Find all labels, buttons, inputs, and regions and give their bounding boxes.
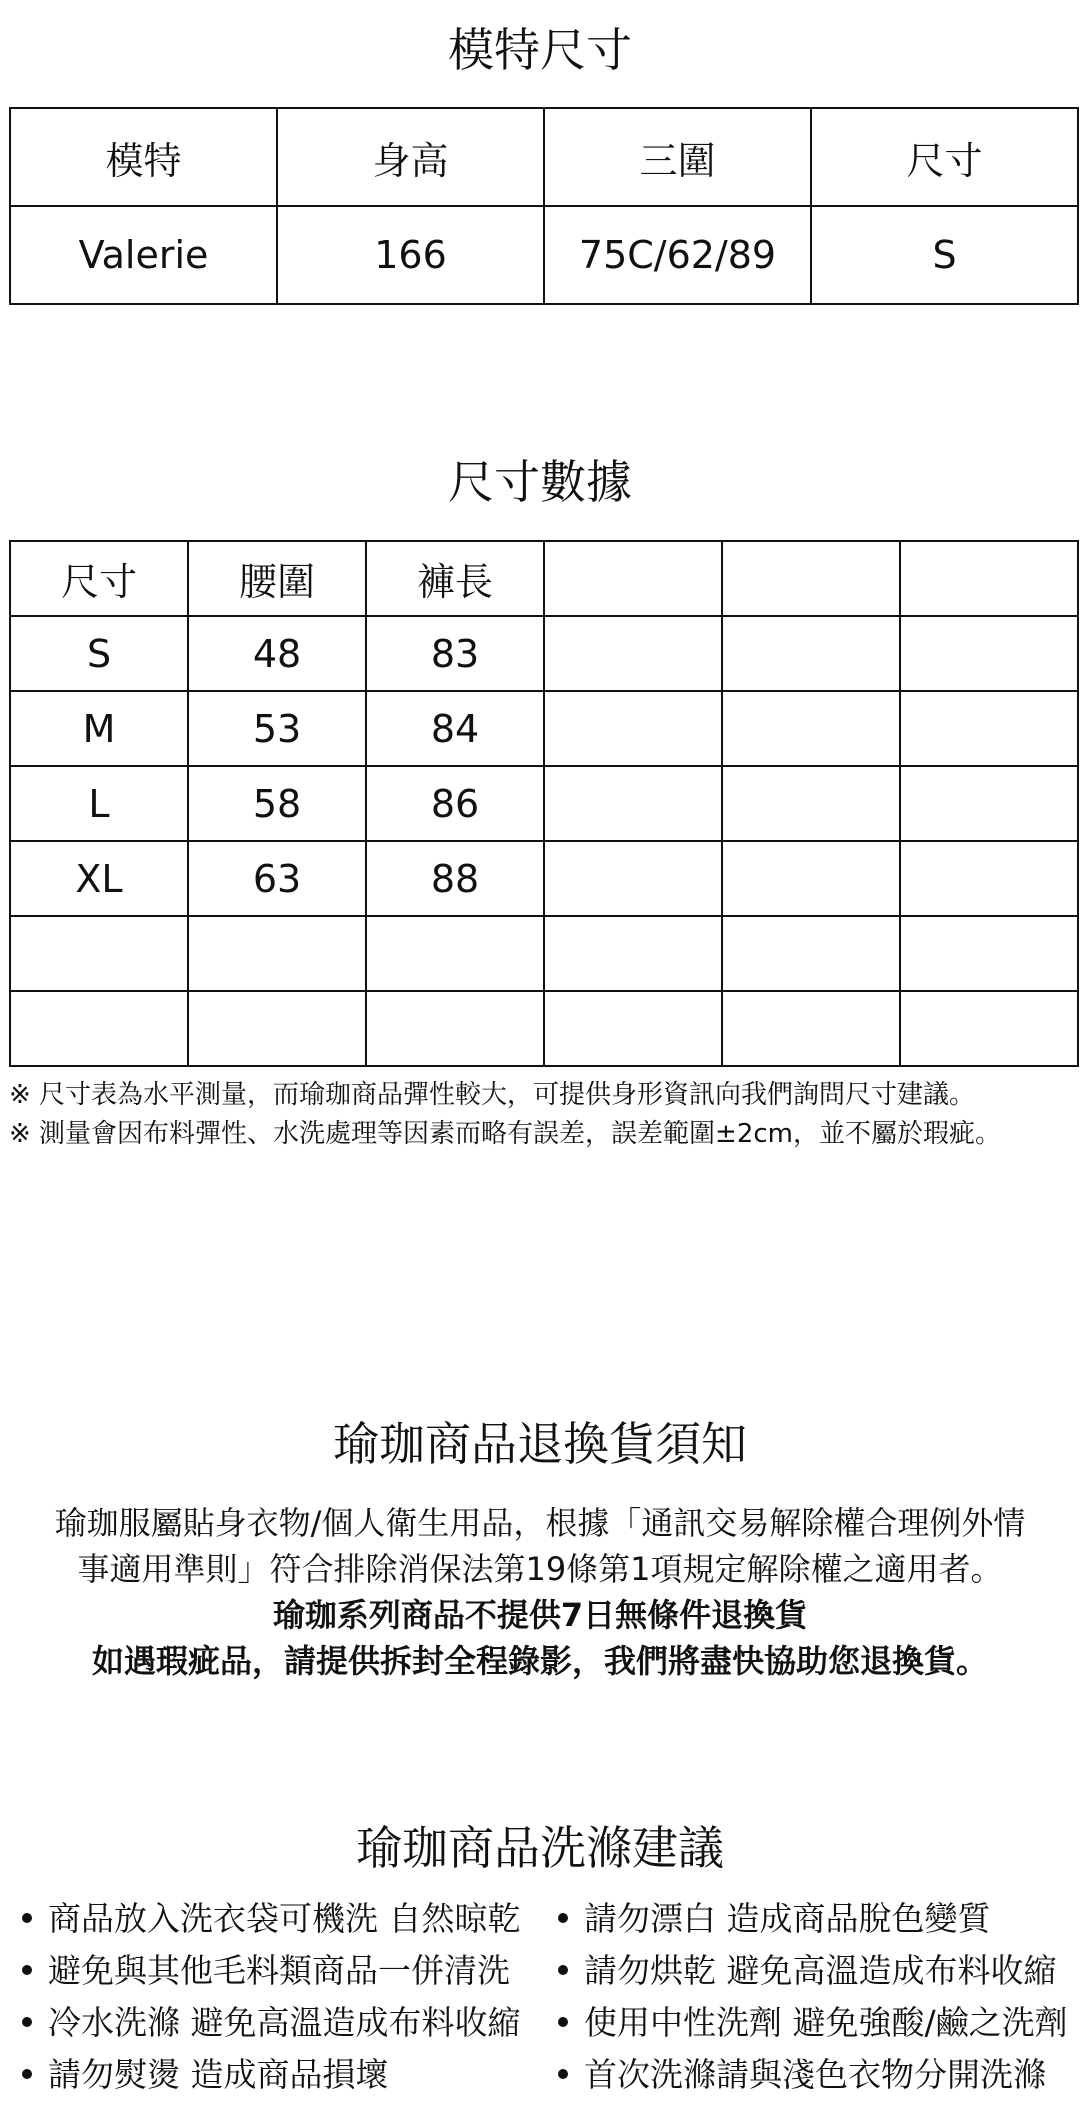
table-cell: 63	[188, 841, 366, 916]
table-cell	[10, 916, 188, 991]
header-model: 模特	[10, 108, 277, 206]
return-policy-title: 瑜珈商品退換貨須知	[333, 1417, 747, 1471]
policy-bold-line: 如遇瑕疵品，請提供拆封全程錄影，我們將盡快協助您退換貨。	[91, 1642, 988, 1680]
table-row	[10, 991, 1078, 1066]
size-data-title: 尺寸數據	[448, 455, 632, 509]
table-header-row	[10, 108, 1078, 206]
policy-line: 瑜珈服屬貼身衣物/個人衛生用品，根據「通訊交易解除權合理例外情	[54, 1504, 1026, 1542]
size-data-table	[9, 540, 1079, 1067]
care-list-left	[16, 1893, 521, 2101]
model-size-title: 模特尺寸	[448, 23, 632, 77]
care-item-label: 冷水洗滌 避免高溫造成布料收縮	[48, 2003, 521, 2042]
table-cell	[900, 691, 1078, 766]
care-item-label: 首次洗滌請與淺色衣物分開洗滌	[584, 2055, 1046, 2094]
care-list-right	[552, 1893, 1068, 2101]
bullet-icon	[22, 1965, 32, 1975]
bullet-icon	[558, 2069, 568, 2079]
header-height: 身高	[277, 108, 544, 206]
header-cell: 腰圍	[188, 541, 366, 616]
header-cell: 尺寸	[10, 541, 188, 616]
table-cell: S	[10, 616, 188, 691]
table-cell: M	[10, 691, 188, 766]
list-item	[16, 1893, 521, 1945]
bullet-icon	[558, 2017, 568, 2027]
header-cell	[900, 541, 1078, 616]
header-cell: 褲長	[366, 541, 544, 616]
table-cell	[900, 841, 1078, 916]
care-item-label: 使用中性洗劑 避免強酸/鹼之洗劑	[584, 2003, 1068, 2042]
bullet-icon	[558, 1913, 568, 1923]
model-size-table	[9, 107, 1079, 305]
table-cell	[900, 766, 1078, 841]
care-item-label: 避免與其他毛料類商品一併清洗	[48, 1951, 510, 1990]
table-cell	[722, 916, 900, 991]
table-row	[10, 616, 1078, 691]
table-cell	[544, 691, 722, 766]
table-cell	[900, 616, 1078, 691]
table-row	[10, 916, 1078, 991]
table-cell	[366, 991, 544, 1066]
table-cell	[722, 766, 900, 841]
table-row	[10, 841, 1078, 916]
bullet-icon	[22, 2069, 32, 2079]
table-cell	[366, 916, 544, 991]
table-cell: 48	[188, 616, 366, 691]
model-measurements: 75C/62/89	[544, 206, 811, 304]
table-header-row	[10, 541, 1078, 616]
list-item	[552, 2049, 1068, 2101]
table-cell	[900, 991, 1078, 1066]
table-row	[10, 206, 1078, 304]
care-item-label: 商品放入洗衣袋可機洗 自然晾乾	[48, 1899, 521, 1938]
care-item-label: 請勿熨燙 造成商品損壞	[48, 2055, 389, 2094]
table-row	[10, 691, 1078, 766]
table-cell: 84	[366, 691, 544, 766]
return-policy-body	[0, 1500, 1080, 1684]
care-item-label: 請勿漂白 造成商品脫色變質	[584, 1899, 991, 1938]
size-note: ※ 測量會因布料彈性、水洗處理等因素而略有誤差，誤差範圍±2cm，並不屬於瑕疵。	[9, 1119, 1002, 1149]
bullet-icon	[22, 1913, 32, 1923]
list-item	[16, 1945, 521, 1997]
list-item	[552, 1997, 1068, 2049]
model-name: Valerie	[10, 206, 277, 304]
table-cell	[544, 766, 722, 841]
header-size: 尺寸	[811, 108, 1078, 206]
table-cell	[188, 991, 366, 1066]
size-notes	[9, 1076, 1079, 1154]
list-item	[16, 2049, 521, 2101]
table-cell: 58	[188, 766, 366, 841]
table-cell	[900, 916, 1078, 991]
table-cell: 86	[366, 766, 544, 841]
table-cell	[544, 916, 722, 991]
table-cell	[722, 841, 900, 916]
table-cell: 83	[366, 616, 544, 691]
policy-bold-line: 瑜珈系列商品不提供7日無條件退換貨	[272, 1596, 808, 1634]
table-cell	[722, 691, 900, 766]
table-cell	[188, 916, 366, 991]
table-cell: XL	[10, 841, 188, 916]
table-cell: 53	[188, 691, 366, 766]
table-cell	[544, 616, 722, 691]
table-cell	[544, 991, 722, 1066]
table-cell: L	[10, 766, 188, 841]
header-cell	[544, 541, 722, 616]
table-cell	[722, 991, 900, 1066]
model-size: S	[811, 206, 1078, 304]
table-cell: 88	[366, 841, 544, 916]
model-height: 166	[277, 206, 544, 304]
size-note: ※ 尺寸表為水平測量，而瑜珈商品彈性較大，可提供身形資訊向我們詢問尺寸建議。	[9, 1080, 976, 1110]
table-cell	[10, 991, 188, 1066]
bullet-icon	[22, 2017, 32, 2027]
table-row	[10, 766, 1078, 841]
policy-line: 事適用準則」符合排除消保法第19條第1項規定解除權之適用者。	[77, 1550, 1003, 1588]
table-cell	[722, 616, 900, 691]
care-title: 瑜珈商品洗滌建議	[356, 1821, 724, 1875]
care-item-label: 請勿烘乾 避免高溫造成布料收縮	[584, 1951, 1057, 1990]
list-item	[552, 1945, 1068, 1997]
header-cell	[722, 541, 900, 616]
list-item	[552, 1893, 1068, 1945]
bullet-icon	[558, 1965, 568, 1975]
list-item	[16, 1997, 521, 2049]
header-measurements: 三圍	[544, 108, 811, 206]
table-cell	[544, 841, 722, 916]
